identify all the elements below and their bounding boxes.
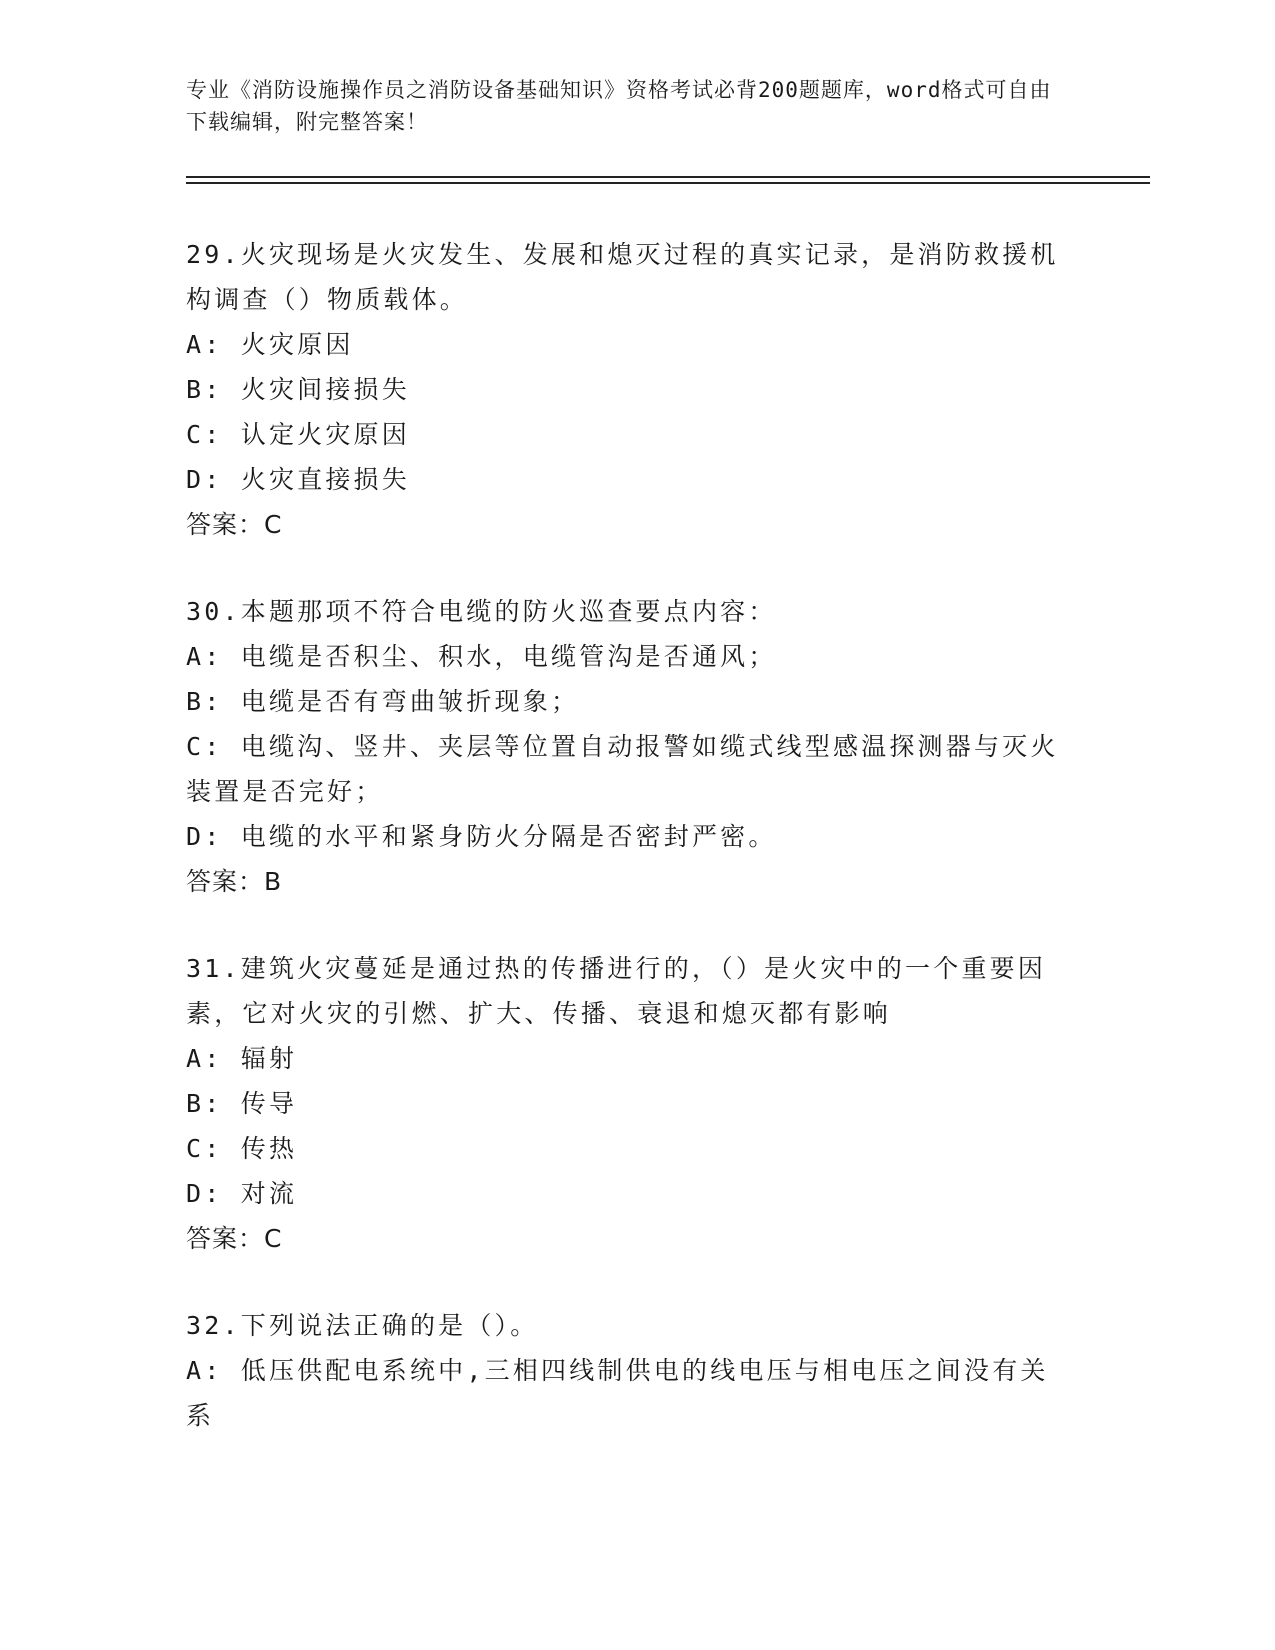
question-text: 31.建筑火灾蔓延是通过热的传播进行的，（）是火灾中的一个重要因素，它对火灾的引燃、扩大、传播、衰退和熄灭都有影响 (186, 954, 1047, 1028)
option-c: C: 电缆沟、竖井、夹层等位置自动报警如缆式线型感温探测器与灭火装置是否完好； (186, 732, 1059, 806)
answer-label: 答案：B (186, 867, 283, 896)
option-c: C: 传热 (186, 1134, 298, 1163)
option-a: A: 火灾原因 (186, 330, 354, 359)
option-a: A: 电缆是否积尘、积水，电缆管沟是否通风； (186, 642, 777, 671)
question-text: 32.下列说法正确的是（）。 (186, 1311, 539, 1340)
question-31 (186, 946, 1076, 1261)
question-30 (186, 589, 1076, 904)
option-c: C: 认定火灾原因 (186, 420, 410, 449)
option-d: D: 火灾直接损失 (186, 465, 410, 494)
option-d: D: 对流 (186, 1179, 298, 1208)
option-d: D: 电缆的水平和紧身防火分隔是否密封严密。 (186, 822, 777, 851)
question-list (186, 232, 1076, 1480)
option-b: B: 电缆是否有弯曲皱折现象； (186, 687, 580, 716)
question-text: 29.火灾现场是火灾发生、发展和熄灭过程的真实记录，是消防救援机构调查（）物质载体。 (186, 240, 1059, 314)
option-b: B: 火灾间接损失 (186, 375, 410, 404)
header-rule-top (186, 176, 1150, 178)
header-rule-bottom (186, 182, 1150, 184)
answer-label: 答案：C (186, 510, 283, 539)
option-a: A: 低压供配电系统中,三相四线制供电的线电压与相电压之间没有关系 (186, 1356, 1049, 1430)
answer-label: 答案：C (186, 1224, 283, 1253)
question-text: 30.本题那项不符合电缆的防火巡查要点内容： (186, 597, 777, 626)
document-header: 专业《消防设施操作员之消防设备基础知识》资格考试必背200题题库，word格式可自由下载编辑，附完整答案！ (186, 78, 1052, 134)
question-29 (186, 232, 1076, 547)
option-b: B: 传导 (186, 1089, 298, 1118)
question-32 (186, 1303, 1076, 1438)
option-a: A: 辐射 (186, 1044, 298, 1073)
